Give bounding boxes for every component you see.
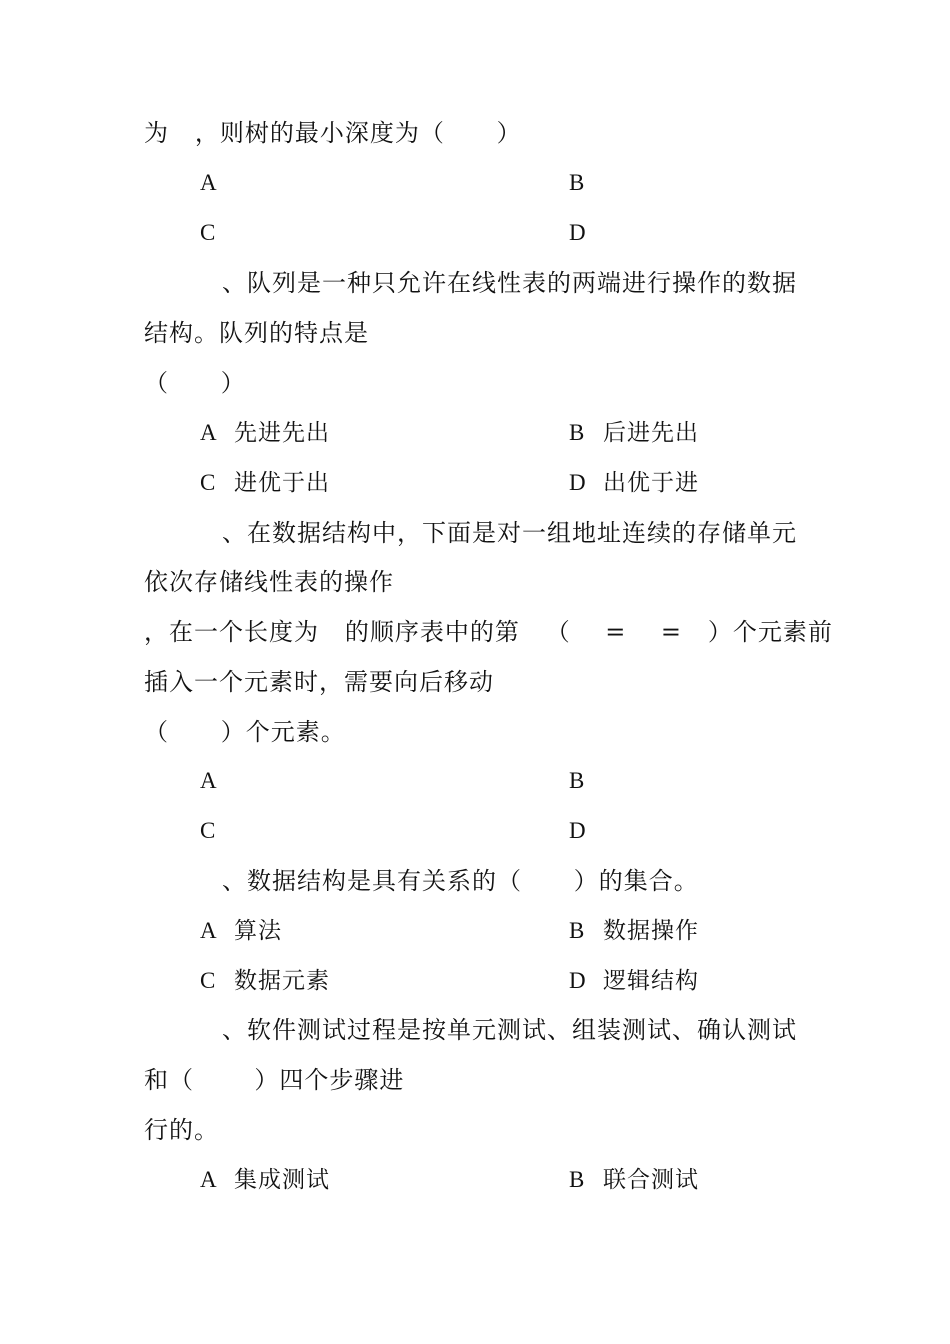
q3-option-b (569, 916, 699, 946)
q3-option-d-letter: D (569, 968, 587, 993)
q4-option-b (569, 1165, 699, 1195)
q1-option-c (200, 468, 330, 498)
q1-stem-line-2: 结构。队列的特点是 (144, 319, 369, 347)
q3-option-a (200, 916, 282, 946)
q4-option-b-text: 联合测试 (603, 1167, 699, 1193)
q0-option-c (200, 218, 234, 248)
q2-option-a-letter: A (200, 768, 218, 793)
q4-option-a (200, 1165, 330, 1195)
q3-option-a-text: 算法 (234, 918, 282, 944)
q1-option-b (569, 418, 699, 448)
q2-stem-line-1: 、在数据结构中，下面是对一组地址连续的存储单元 (222, 519, 797, 547)
q2-option-c (200, 816, 234, 846)
q3-option-d (569, 966, 699, 996)
q0-option-a (200, 168, 234, 198)
q3-option-d-text: 逻辑结构 (603, 968, 699, 994)
q0-option-b-letter: B (569, 170, 586, 195)
q4-stem-line-3: 行的。 (144, 1116, 219, 1144)
q1-option-d-letter: D (569, 470, 587, 495)
q1-option-a (200, 418, 330, 448)
q3-stem-line-1: 、数据结构是具有关系的（ ）的集合。 (222, 867, 699, 895)
q4-stem-line-2: 和（ ）四个步骤进 (144, 1066, 405, 1094)
q2-option-b-letter: B (569, 768, 586, 793)
q2-stem-line-4: 插入一个元素时，需要向后移动 (144, 668, 494, 696)
q2-stem-line-5: （ ）个元素。 (144, 718, 346, 746)
q3-option-c-text: 数据元素 (234, 968, 330, 994)
q1-option-b-text: 后进先出 (603, 420, 699, 446)
q1-option-a-letter: A (200, 420, 218, 445)
q2-option-d (569, 816, 603, 846)
q0-option-d-letter: D (569, 220, 587, 245)
q2-stem-line-2: 依次存储线性表的操作 (144, 568, 394, 596)
q3-option-c (200, 966, 330, 996)
q2-stem-line-3: ，在一个长度为 的顺序表中的第 （ = = ）个元素前 (144, 618, 833, 646)
q0-option-c-letter: C (200, 220, 217, 245)
q1-option-b-letter: B (569, 420, 586, 445)
q3-option-b-text: 数据操作 (603, 918, 699, 944)
q2-option-d-letter: D (569, 818, 587, 843)
q2-option-b (569, 766, 603, 796)
q1-option-d (569, 468, 699, 498)
q1-option-c-letter: C (200, 470, 217, 495)
q4-stem-line-1: 、软件测试过程是按单元测试、组装测试、确认测试 (222, 1016, 797, 1044)
q3-option-b-letter: B (569, 918, 586, 943)
q1-option-a-text: 先进先出 (234, 420, 330, 446)
q3-option-c-letter: C (200, 968, 217, 993)
q0-stem-line-1: 为 ，则树的最小深度为（ ） (144, 119, 522, 147)
q3-option-a-letter: A (200, 918, 218, 943)
q1-stem-line-3: （ ） (144, 369, 246, 397)
q4-option-a-text: 集成测试 (234, 1167, 330, 1193)
q2-option-a (200, 766, 234, 796)
q0-option-b (569, 168, 603, 198)
q0-option-d (569, 218, 603, 248)
q4-option-b-letter: B (569, 1167, 586, 1192)
q1-option-c-text: 进优于出 (234, 470, 330, 496)
q0-option-a-letter: A (200, 170, 218, 195)
q1-stem-line-1: 、队列是一种只允许在线性表的两端进行操作的数据 (222, 269, 797, 297)
q2-option-c-letter: C (200, 818, 217, 843)
q1-option-d-text: 出优于进 (603, 470, 699, 496)
q4-option-a-letter: A (200, 1167, 218, 1192)
